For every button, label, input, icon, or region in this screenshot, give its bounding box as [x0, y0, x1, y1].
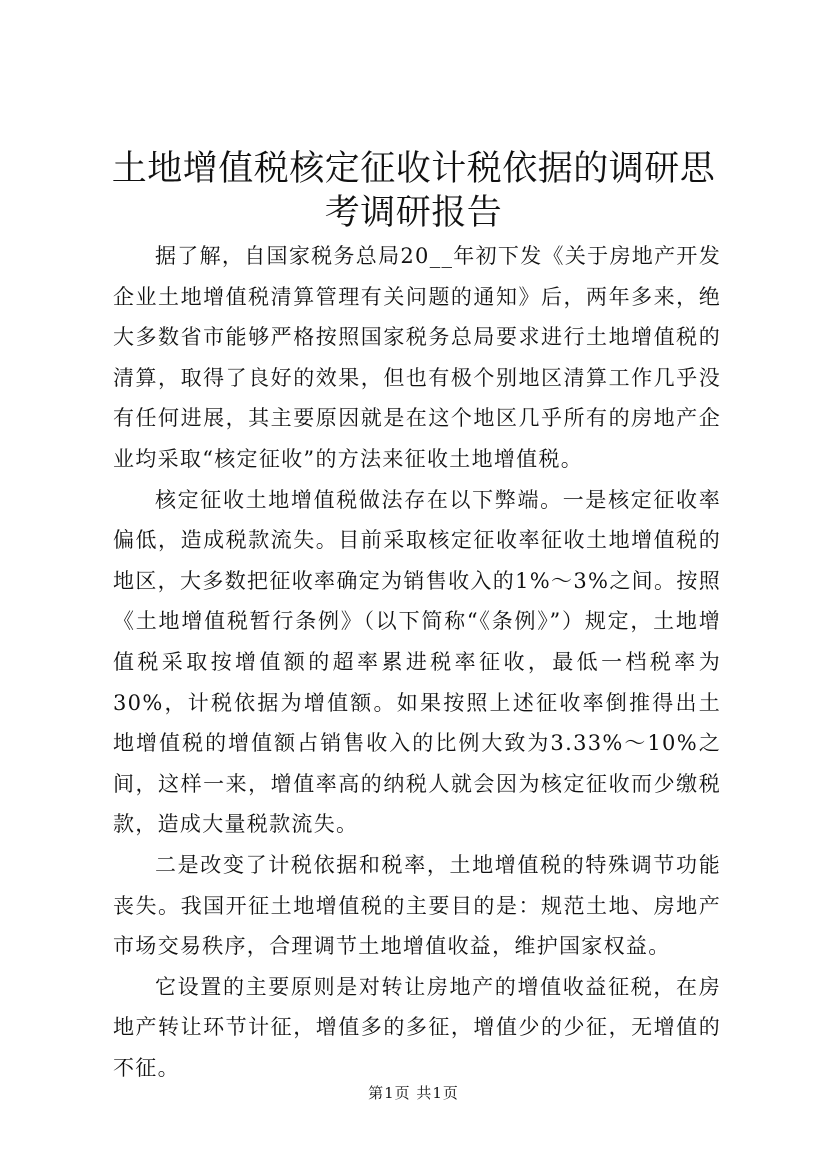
document-body	[113, 236, 721, 1088]
paragraph: 它设置的主要原则是对转让房地产的增值收益征税，在房地产转让环节计征，增值多的多征，增值少的少征，无增值的不征。	[113, 974, 721, 1080]
document-title: 土地增值税核定征收计税依据的调研思考调研报告	[111, 149, 716, 233]
paragraph: 二是改变了计税依据和税率，土地增值税的特殊调节功能丧失。我国开征土地增值税的主要目的是：规范土地、房地产市场交易秩序，合理调节土地增值收益，维护国家权益。	[113, 852, 721, 959]
paragraph: 据了解，自国家税务总局20__年初下发《关于房地产开发企业土地增值税清算管理有关问题的通知》后，两年多来，绝大多数省市能够严格按照国家税务总局要求进行土地增值税的清算，取得了良好的效果，但也有极个别地区清算工作几乎没有任何进展，其主要原因就是在这个地区几乎所有的房地产企业均采取“核定征收”的方法来征收土地增值税。	[113, 244, 721, 471]
paragraph: 核定征收土地增值税做法存在以下弊端。一是核定征收率偏低，造成税款流失。目前采取核定征收率征收土地增值税的地区，大多数把征收率确定为销售收入的1%～3%之间。按照《土地增值税暂行条例》（以下简称“《条例》”）规定，土地增值税采取按增值额的超率累进税率征收，最低一档税率为30%，计税依据为增值额。如果按照上述征收率倒推得出土地增值税的增值额占销售收入的比例大致为3.33%～10%之间，这样一来，增值率高的纳税人就会因为核定征收而少缴税款，造成大量税款流失。	[113, 487, 721, 837]
page-footer: 第1页 共1页	[368, 1084, 459, 1102]
